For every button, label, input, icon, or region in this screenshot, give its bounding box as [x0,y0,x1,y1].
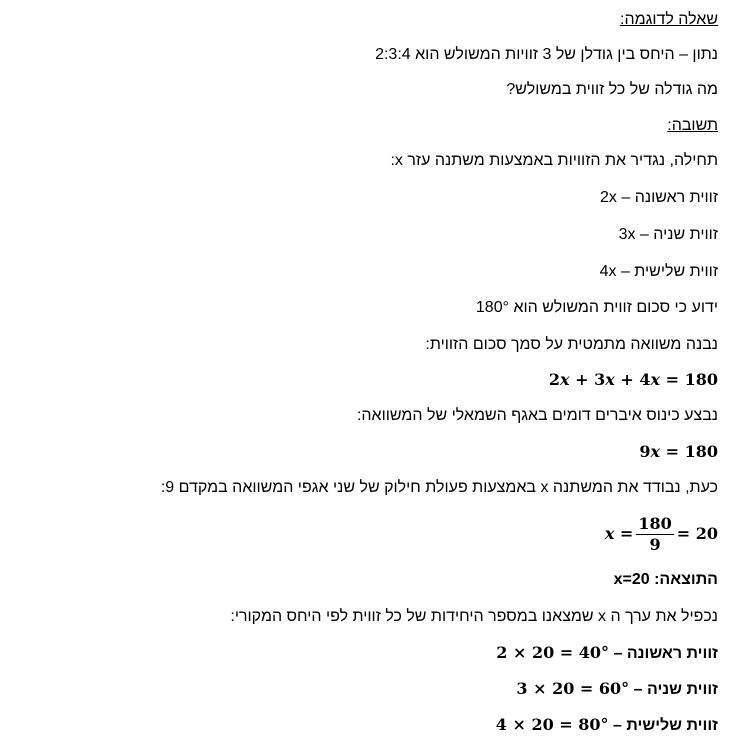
result-line [614,570,718,590]
step-define: תחילה, נגדיר את הזוויות באמצעות משתנה עזר x: [390,152,718,169]
angle-def-expr: 3x [618,226,636,243]
given-text: נתון – היחס בין גודלן של 3 זוויות המשולש הוא 2:3:4 [375,46,718,63]
angle-def-label: זווית שניה – [635,226,718,243]
angle-def-label: זווית ראשונה – [616,189,718,206]
angle-def-expr: 2x [600,189,617,206]
result-value: x=20 [613,571,650,588]
result-angle-label: זווית ראשונה – [609,645,718,662]
result-angle-label: זווית שלישית – [608,717,718,734]
result-angle-expr: 2 × 20 = 40° [496,643,610,662]
isolate-step: כעת, נבודד את המשתנה x באמצעות פעולת חילוק של שני אגפי המשוואה במקדם 9: [160,479,718,496]
equation-combined: 9x = 180 [639,442,718,461]
angle-def-3 [600,262,718,282]
result-angle-expr: 4 × 20 = 80° [495,715,609,734]
build-equation: נבנה משוואה מתמטית על סמך סכום הזווית: [425,336,718,353]
fraction: $\frac{180}{9}$ [638,514,672,554]
angle-def-label: זווית שלישית – [616,263,718,280]
result-angle-label: זווית שניה – [629,681,718,698]
angle-def-1 [600,188,718,208]
result-angle-expr: 3 × 20 = 60° [516,679,630,698]
equation-solution: x = $\frac{180}{9}$ = 20 [604,514,718,554]
result-angle-2 [516,679,718,700]
equation-sum: 2x + 3x + 4x = 180 [548,370,718,389]
known-sum: ידוע כי סכום זווית המשולש הוא 180° [475,299,718,316]
angle-def-2 [619,225,718,245]
result-label: התוצאה: [649,571,718,588]
angle-def-expr: 4x [599,263,617,280]
result-angle-3 [496,715,718,736]
multiply-step: נכפיל את ערך ה x שמצאנו במספר היחידות של כל זווית לפי היחס המקורי: [230,608,718,625]
result-angle-1 [496,643,718,664]
question-heading: שאלה לדוגמה: [620,11,718,28]
combine-like-terms: נבצע כינוס איברים דומים באגף השמאלי של המשוואה: [356,407,718,424]
question-text: מה גודלה של כל זווית במשולש? [506,81,718,98]
answer-heading: תשובה: [667,117,718,134]
